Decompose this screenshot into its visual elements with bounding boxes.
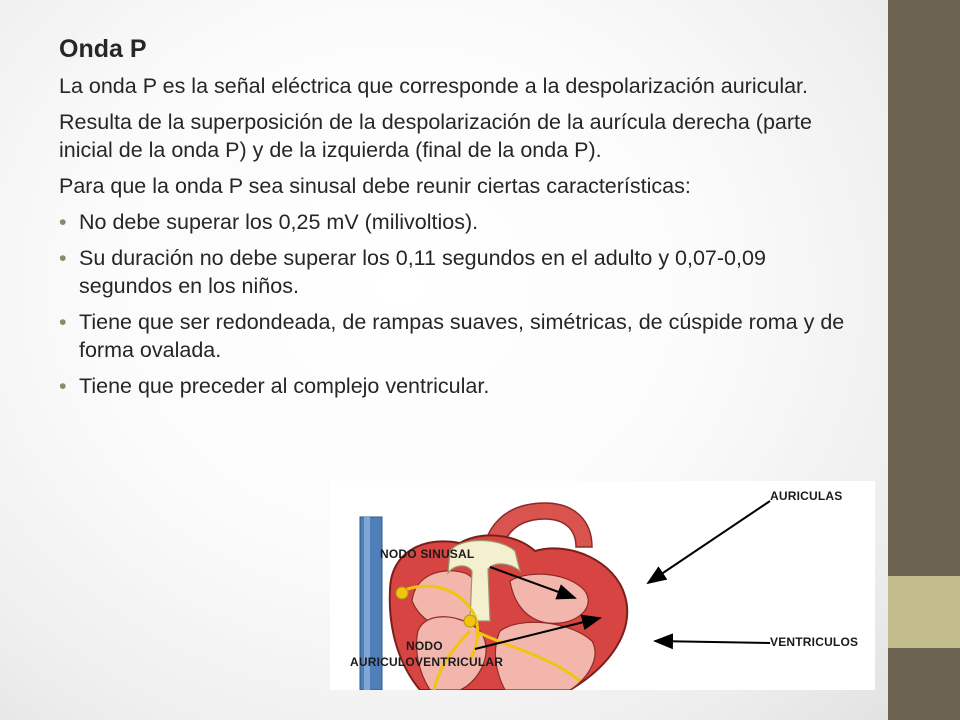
bullet-icon: •	[59, 374, 67, 398]
bullet-icon: •	[59, 210, 67, 234]
list-item	[59, 308, 849, 364]
label-nodo-sinusal: NODO SINUSAL	[380, 547, 475, 561]
arrow-auriculas	[648, 501, 770, 583]
characteristics-list	[59, 208, 849, 400]
label-nodo-av-line2: AURICULOVENTRICULAR	[350, 655, 504, 669]
list-item-text: Su duración no debe superar los 0,11 segundos en el adulto y 0,07-0,09 segundos en los niños.	[79, 246, 766, 298]
list-item	[59, 372, 849, 400]
label-ventriculos: VENTRICULOS	[770, 635, 859, 649]
list-item-text: No debe superar los 0,25 mV (milivoltios).	[79, 210, 479, 234]
slide-title: Onda P	[59, 35, 147, 63]
paragraph-definition: La onda P es la señal eléctrica que corresponde a la despolarización auricular.	[59, 74, 808, 98]
bullet-icon: •	[59, 310, 67, 334]
list-item	[59, 244, 849, 300]
sinus-node-dot	[396, 587, 408, 599]
paragraph-intro-list: Para que la onda P sea sinusal debe reunir ciertas características:	[59, 174, 691, 198]
paragraph-superposition: Resulta de la superposición de la despolarización de la aurícula derecha (parte inicial de la onda P) y de la izquierda (final de la onda P).	[59, 110, 812, 162]
arrow-ventriculos	[655, 641, 770, 643]
label-nodo-av-line1: NODO	[406, 639, 443, 653]
list-item-text: Tiene que preceder al complejo ventricular.	[79, 374, 490, 398]
av-node-dot	[464, 615, 476, 627]
list-item-text: Tiene que ser redondeada, de rampas suaves, simétricas, de cúspide roma y de forma ovalada.	[79, 310, 845, 362]
label-auriculas: AURICULAS	[770, 489, 843, 503]
slide-content	[59, 34, 849, 408]
bullet-icon: •	[59, 246, 67, 270]
sidebar-accent-block	[888, 576, 960, 648]
list-item	[59, 208, 849, 236]
heart-conduction-diagram	[330, 481, 875, 690]
